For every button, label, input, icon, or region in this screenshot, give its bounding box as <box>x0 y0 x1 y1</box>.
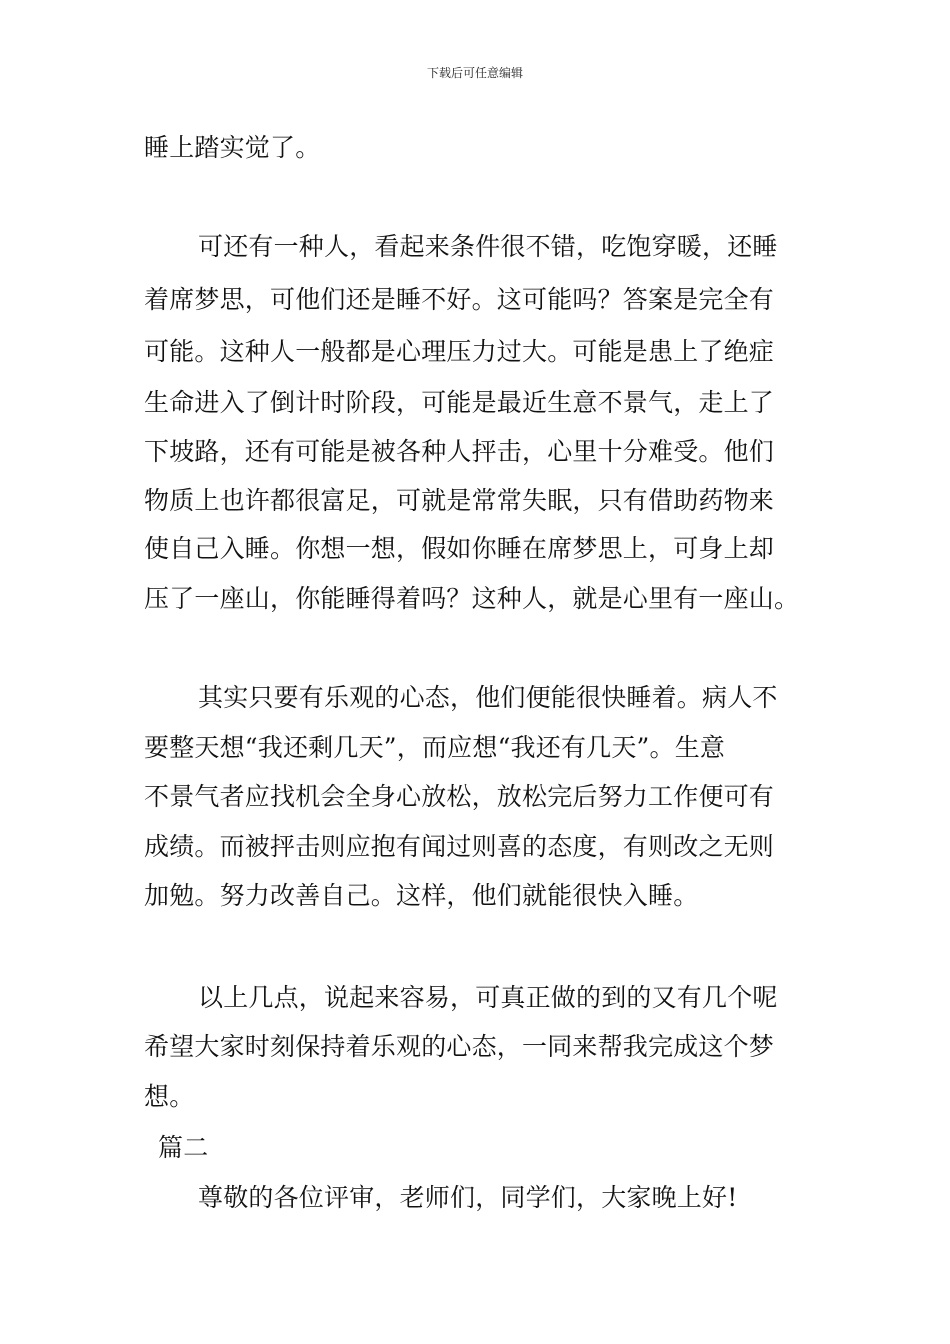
text-line: 压了一座山，你能睡得着吗？这种人，就是心里有一座山。 <box>144 584 800 613</box>
text-line: 睡上踏实觉了。 <box>144 133 321 162</box>
paragraph-first-line: 以上几点，说起来容易，可真正做的到的又有几个呢 <box>198 983 778 1012</box>
paragraph-first-line: 可还有一种人，看起来条件很不错，吃饱穿暖，还睡 <box>198 232 778 261</box>
text-line: 要整天想“我还剩几天”，而应想“我还有几天”。生意 <box>144 733 726 762</box>
paragraph-first-line: 其实只要有乐观的心态，他们便能很快睡着。病人不 <box>198 683 778 712</box>
text-line: 使自己入睡。你想一想，假如你睡在席梦思上，可身上却 <box>144 534 775 563</box>
text-line: 不景气者应找机会全身心放松，放松完后努力工作便可有 <box>144 782 775 811</box>
text-line: 想。 <box>144 1082 195 1111</box>
paragraph-first-line: 尊敬的各位评审，老师们，同学们，大家晚上好! <box>198 1183 738 1212</box>
text-line: 着席梦思，可他们还是睡不好。这可能吗？答案是完全有 <box>144 285 775 314</box>
text-line: 希望大家时刻保持着乐观的心态，一同来帮我完成这个梦 <box>144 1032 775 1061</box>
text-line: 可能。这种人一般都是心理压力过大。可能是患上了绝症 <box>144 337 775 366</box>
section-heading: 篇二 <box>158 1133 209 1162</box>
text-line: 下坡路，还有可能是被各种人抨击，心里十分难受。他们 <box>144 437 775 466</box>
text-line: 成绩。而被抨击则应抱有闻过则喜的态度，有则改之无则 <box>144 832 775 861</box>
text-line: 加勉。努力改善自己。这样，他们就能很快入睡。 <box>144 881 699 910</box>
page-header: 下载后可任意编辑 <box>426 66 523 80</box>
text-line: 物质上也许都很富足，可就是常常失眠，只有借助药物来 <box>144 486 775 515</box>
text-line: 生命进入了倒计时阶段，可能是最近生意不景气，走上了 <box>144 388 775 417</box>
